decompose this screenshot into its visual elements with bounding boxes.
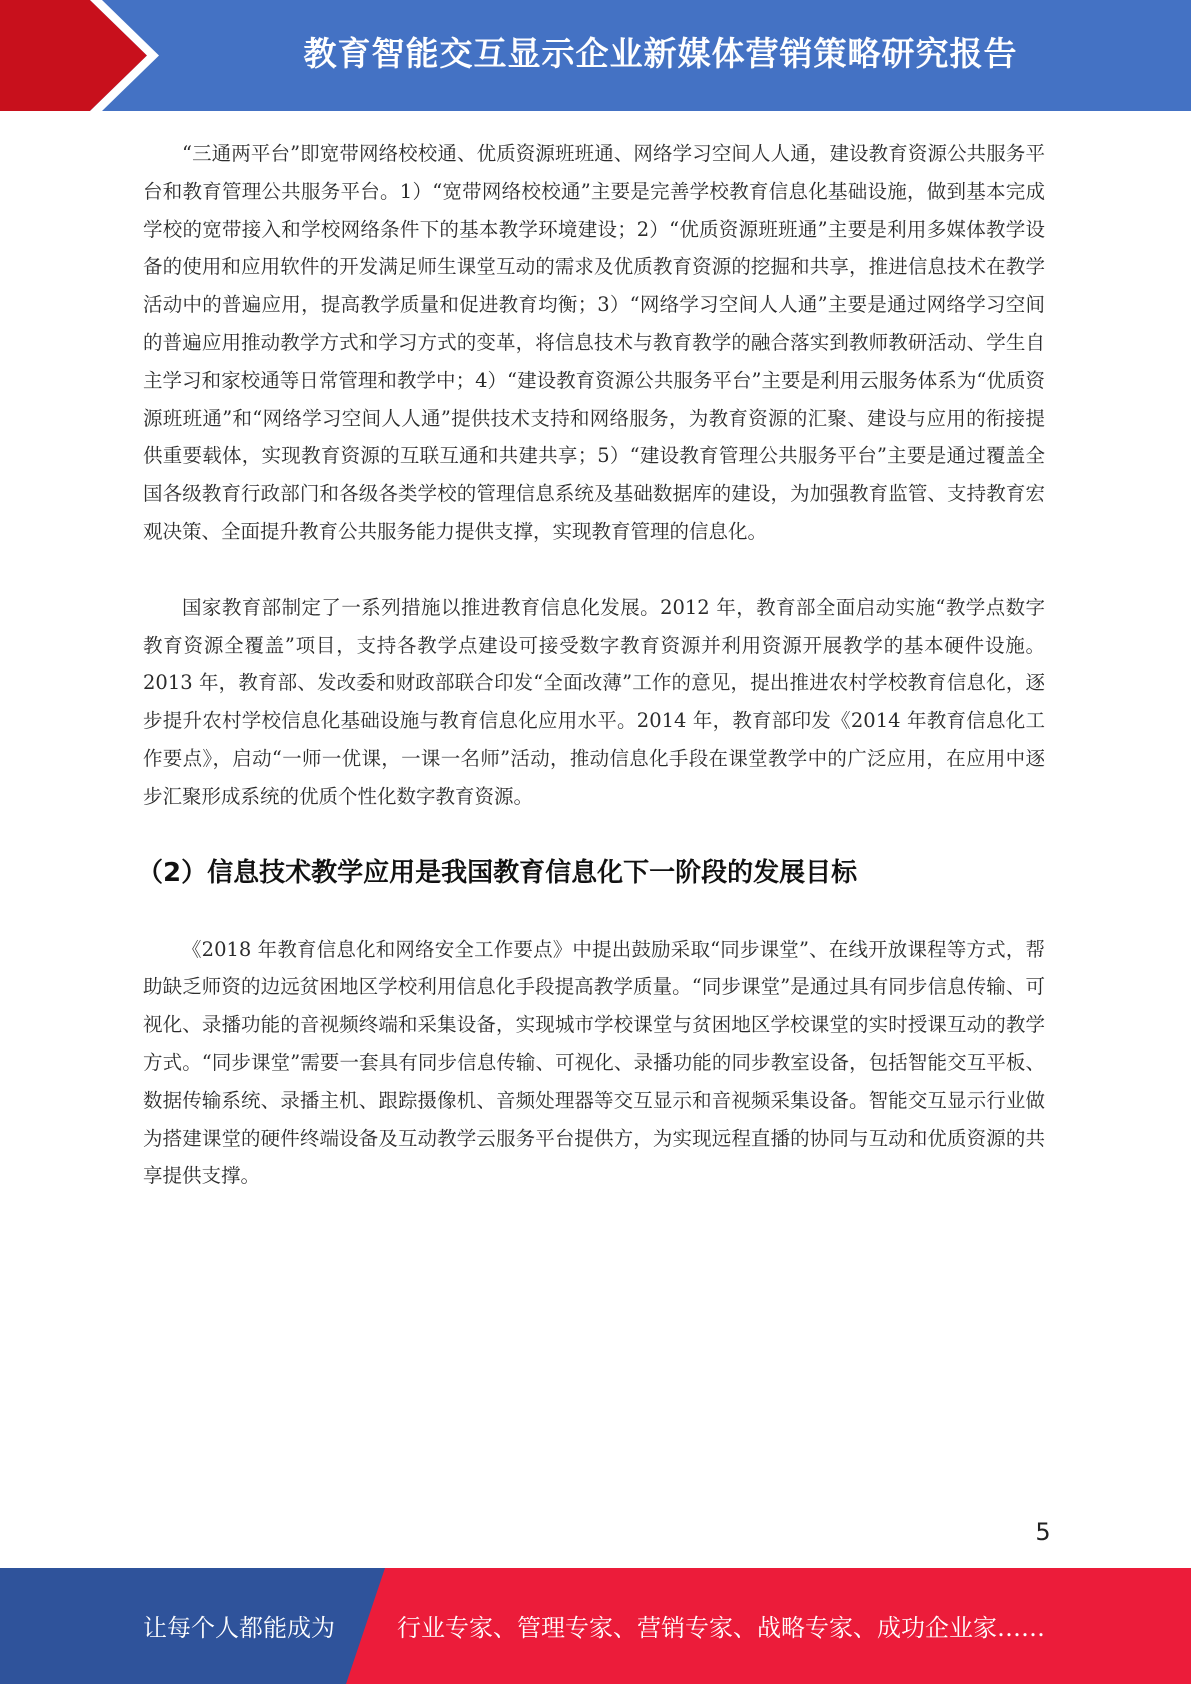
page-number: 5 bbox=[1035, 1518, 1051, 1546]
header-chevron-decoration bbox=[0, 0, 170, 111]
page-footer bbox=[0, 1568, 1191, 1684]
footer-slogan-roles: 行业专家、管理专家、营销专家、战略专家、成功企业家…… bbox=[397, 1614, 1045, 1642]
section-heading: （2）信息技术教学应用是我国教育信息化下一阶段的发展目标 bbox=[137, 857, 858, 888]
red-arrow-shape bbox=[0, 0, 147, 111]
paragraph-three-links-two-platforms: “三通两平台”即宽带网络校校通、优质资源班班通、网络学习空间人人通，建设教育资源公共服务平台和教育管理公共服务平台。1）“宽带网络校校通”主要是完善学校教育信息化基础设施，做到基本完成学校的宽带接入和学校网络条件下的基本教学环境建设；2）“优质资源班班通”主要是利用多媒体教学设备的使用和应用软件的开发满足师生课堂互动的需求及优质教育资源的挖掘和共享，推进信息技术在教学活动中的普遍应用，提高教学质量和促进教育均衡；3）“网络学习空间人人通”主要是通过网络学习空间的普遍应用推动教学方式和学习方式的变革，将信息技术与教育教学的融合落实到教师教研活动、学生自主学习和家校通等日常管理和教学中；4）“建设教育资源公共服务平台”主要是利用云服务体系为“优质资源班班通”和“网络学习空间人人通”提供技术支持和网络服务，为教育资源的汇聚、建设与应用的衔接提供重要载体，实现教育资源的互联互通和共建共享；5）“建设教育管理公共服务平台”主要是通过覆盖全国各级教育行政部门和各级各类学校的管理信息系统及基础数据库的建设，为加强教育监管、支持教育宏观决策、全面提升教育公共服务能力提供支撑，实现教育管理的信息化。 bbox=[143, 142, 1045, 543]
page-header bbox=[0, 0, 1191, 111]
paragraph-synchronous-classroom: 《2018 年教育信息化和网络安全工作要点》中提出鼓励采取“同步课堂”、在线开放课程等方式，帮助缺乏师资的边远贫困地区学校利用信息化手段提高教学质量。“同步课堂”是通过具有同步信息传输、可视化、录播功能的音视频终端和采集设备，实现城市学校课堂与贫困地区学校课堂的实时授课互动的教学方式。“同步课堂”需要一套具有同步信息传输、可视化、录播功能的同步教室设备，包括智能交互平板、数据传输系统、录播主机、跟踪摄像机、音频处理器等交互显示和音视频采集设备。智能交互显示行业做为搭建课堂的硬件终端设备及互动教学云服务平台提供方，为实现远程直播的协同与互动和优质资源的共享提供支撑。 bbox=[143, 937, 1045, 1188]
main-content bbox=[137, 135, 1045, 1195]
footer-slogan-lead: 让每个人都能成为 bbox=[143, 1614, 335, 1642]
report-title: 教育智能交互显示企业新媒体营销策略研究报告 bbox=[303, 34, 1018, 73]
paragraph-ministry-measures: 国家教育部制定了一系列措施以推进教育信息化发展。2012 年，教育部全面启动实施“教学点数字教育资源全覆盖”项目，支持各教学点建设可接受数字教育资源并利用资源开展教学的基本硬件设施。2013 年，教育部、发改委和财政部联合印发“全面改薄”工作的意见，提出推进农村学校教育信息化，逐步提升农村学校信息化基础设施与教育信息化应用水平。2014 年，教育部印发《2014 年教育信息化工作要点》，启动“一师一优课，一课一名师”活动，推动信息化手段在课堂教学中的广泛应用，在应用中逐步汇聚形成系统的优质个性化数字教育资源。 bbox=[143, 595, 1045, 808]
